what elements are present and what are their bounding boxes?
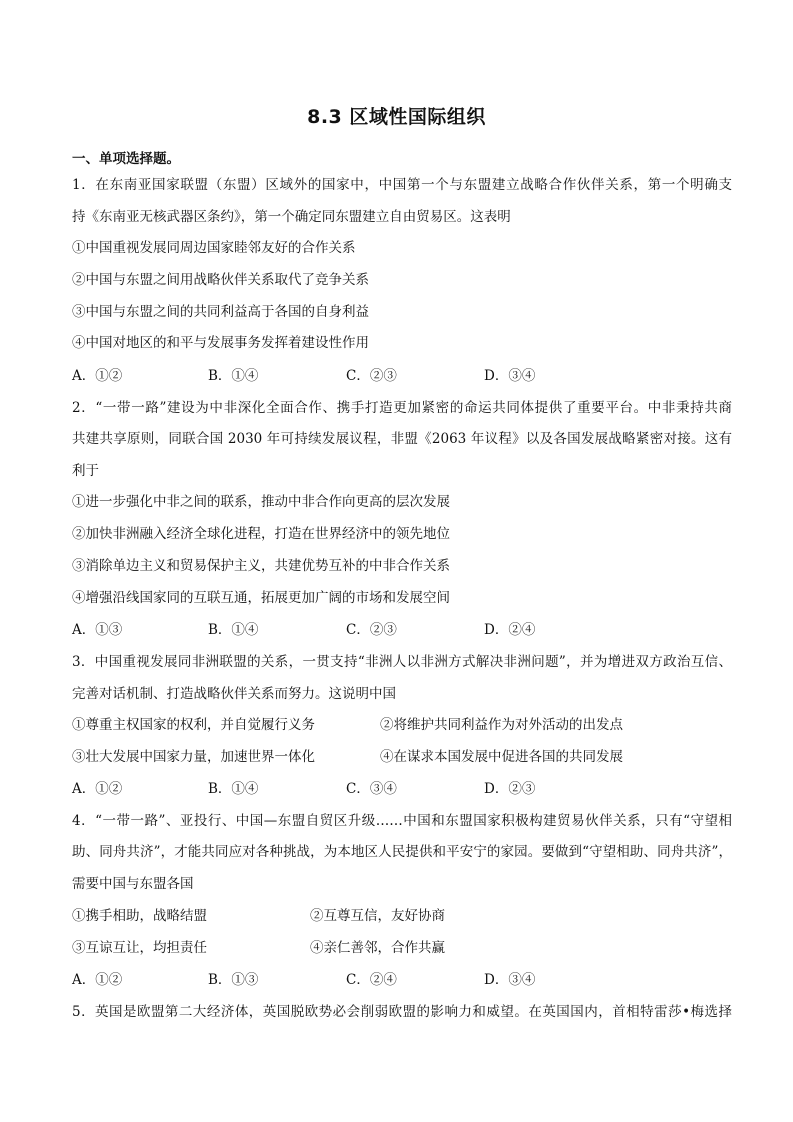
question-3-line-1: 3．中国重视发展同非洲联盟的关系，一贯支持“非洲人以非洲方式解决非洲问题”，并为增进双方政治互信、 (72, 654, 732, 670)
question-4-line-2: 助、同舟共济”，才能共同应对各种挑战，为本地区人民提供和平安宁的家园。要做到“守望相助、同舟共济”， (72, 844, 732, 860)
question-3-option-d: D．②③ (484, 781, 536, 797)
question-1-statement-2: ②中国与东盟之间用战略伙伴关系取代了竞争关系 (72, 272, 369, 288)
question-1-statement-1: ①中国重视发展同周边国家睦邻友好的合作关系 (72, 240, 356, 256)
question-3-option-a: A．①② (72, 781, 123, 797)
section-heading: 一、单项选择题。 (72, 151, 180, 167)
question-4-statement-4: ④亲仁善邻，合作共赢 (310, 940, 445, 956)
question-3-option-b: B．①④ (208, 781, 259, 797)
question-4-option-d: D．③④ (484, 972, 536, 988)
question-4-option-b: B．①③ (208, 972, 259, 988)
question-2-statement-3: ③消除单边主义和贸易保护主义，共建优势互补的中非合作关系 (72, 558, 450, 574)
question-1-option-d: D．③④ (484, 368, 536, 384)
question-1-statement-4: ④中国对地区的和平与发展事务发挥着建设性作用 (72, 335, 369, 351)
question-1-option-a: A．①② (72, 368, 123, 384)
question-4-statement-3: ③互谅互让，均担责任 (72, 940, 207, 956)
question-2-statement-2: ②加快非洲融入经济全球化进程，打造在世界经济中的领先地位 (72, 526, 450, 542)
question-4-statement-1: ①携手相助，战略结盟 (72, 908, 207, 924)
question-4-line-1: 4．“一带一路”、亚投行、中国—东盟自贸区升级……中国和东盟国家积极构建贸易伙伴关系，只有“守望相 (72, 813, 732, 829)
question-1-option-b: B．①④ (208, 368, 259, 384)
question-2-statement-1: ①进一步强化中非之间的联系，推动中非合作向更高的层次发展 (72, 494, 450, 510)
question-1-option-c: C．②③ (346, 368, 397, 384)
question-1-line-1: 1．在东南亚国家联盟（东盟）区域外的国家中，中国第一个与东盟建立战略合作伙伴关系，第一个明确支 (72, 177, 732, 193)
question-3-option-c: C．③④ (346, 781, 397, 797)
question-4-line-3: 需要中国与东盟各国 (72, 876, 194, 892)
question-2-option-a: A．①③ (72, 622, 123, 638)
question-1-line-2: 持《东南亚无核武器区条约》，第一个确定同东盟建立自由贸易区。这表明 (72, 209, 511, 225)
question-2-statement-4: ④增强沿线国家同的互联互通，拓展更加广阔的市场和发展空间 (72, 590, 450, 606)
question-3-statement-2: ②将维护共同利益作为对外活动的出发点 (380, 717, 623, 733)
question-4-option-a: A．①② (72, 972, 123, 988)
question-3-statement-1: ①尊重主权国家的权利，并自觉履行义务 (72, 717, 315, 733)
question-2-line-3: 利于 (72, 463, 99, 479)
page-title: 8.3 区域性国际组织 (307, 106, 486, 128)
question-5-line-1: 5．英国是欧盟第二大经济体，英国脱欧势必会削弱欧盟的影响力和威望。在英国国内，首相特雷莎•梅选择 (72, 1004, 732, 1020)
question-2-option-b: B．①④ (208, 622, 259, 638)
question-2-option-c: C．②③ (346, 622, 397, 638)
question-3-statement-3: ③壮大发展中国家力量，加速世界一体化 (72, 749, 315, 765)
question-2-option-d: D．②④ (484, 622, 536, 638)
question-1-statement-3: ③中国与东盟之间的共同利益高于各国的自身利益 (72, 304, 369, 320)
question-3-statement-4: ④在谋求本国发展中促进各国的共同发展 (380, 749, 623, 765)
question-2-line-2: 共建共享原则，同联合国 2030 年可持续发展议程，非盟《2063 年议程》以及各国发展战略紧密对接。这有 (72, 431, 732, 447)
question-3-line-2: 完善对话机制、打造战略伙伴关系而努力。这说明中国 (72, 686, 396, 702)
question-4-option-c: C．②④ (346, 972, 397, 988)
question-2-line-1: 2．“一带一路”建设为中非深化全面合作、携手打造更加紧密的命运共同体提供了重要平台。中非秉持共商 (72, 400, 732, 416)
question-4-statement-2: ②互尊互信，友好协商 (310, 908, 445, 924)
